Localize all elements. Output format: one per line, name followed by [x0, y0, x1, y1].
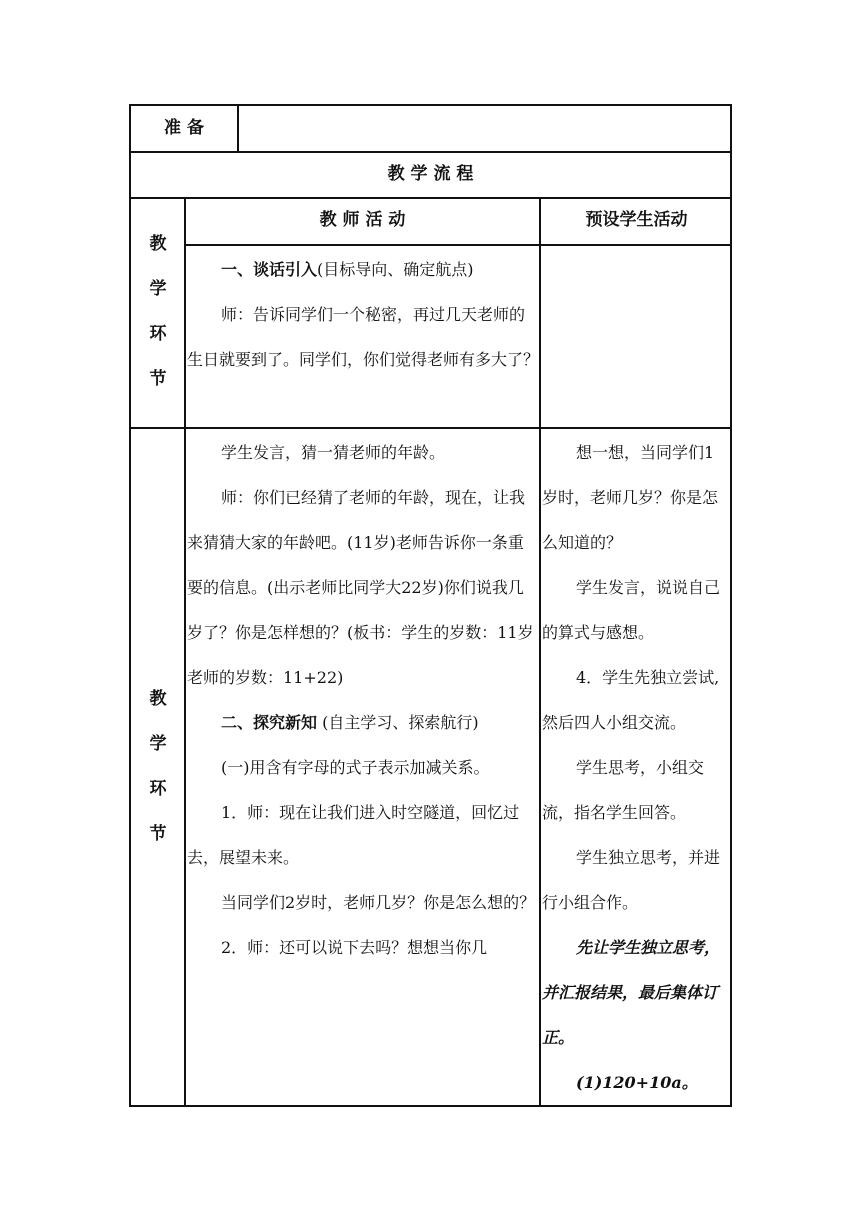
section-label-row2	[131, 677, 185, 857]
student-answer-paragraph: (1)120+10a。	[576, 1073, 698, 1092]
student-paragraph: 想一想，当同学们1岁时，老师几岁？你是怎么知道的？	[542, 443, 719, 552]
rule-student-column	[539, 197, 541, 1107]
student-emphasis-paragraph: 先让学生独立思考，并汇报结果，最后集体订正。	[542, 938, 721, 1047]
rule-below-col-headers	[184, 244, 732, 246]
row2-teacher-text	[187, 430, 539, 970]
teacher-paragraph: 1．师：现在让我们进入时空隧道，回忆过去，展望未来。	[187, 803, 520, 867]
teacher-paragraph: 2．师：还可以说下去吗？想想当你几	[221, 938, 488, 957]
student-paragraph: 4．学生先独立尝试,然后四人小组交流。	[542, 668, 720, 732]
intro-heading-paragraph	[187, 247, 539, 292]
student-paragraph: 学生发言，说说自己的算式与感想。	[542, 578, 721, 642]
intro-heading: 一、谈话引入	[221, 260, 318, 279]
teacher-paragraph: (一)用含有字母的式子表示加减关系。	[221, 758, 490, 777]
intro-paragraph: 师：告诉同学们一个秘密，再过几天老师的生日就要到了。同学们，你们觉得老师有多大了？	[187, 305, 540, 369]
explore-heading-paragraph	[187, 700, 539, 745]
intro-heading-note: (目标导向、确定航点)	[317, 260, 474, 279]
flow-title: 教 学 流 程	[387, 164, 474, 184]
explore-heading: 二、探究新知	[221, 713, 318, 732]
teacher-paragraph: 学生发言，猜一猜老师的年龄。	[221, 443, 446, 462]
prep-label: 准 备	[164, 118, 204, 138]
teacher-paragraph: 当同学们2岁时，老师几岁？你是怎么想的？	[221, 893, 536, 912]
section-label-char: 环	[149, 324, 167, 344]
student-paragraph: 学生独立思考，并进行小组合作。	[542, 848, 721, 912]
section-label-char: 教	[149, 689, 167, 709]
student-activity-header: 预设学生活动	[585, 210, 688, 230]
explore-heading-note: (自主学习、探索航行)	[317, 713, 479, 732]
rule-between-rows	[129, 427, 732, 429]
rule-prep-divider	[237, 104, 239, 152]
teacher-activity-header: 教 师 活 动	[319, 210, 406, 230]
section-label-row1	[131, 222, 185, 402]
section-label-char: 节	[149, 824, 167, 844]
section-label-char: 节	[149, 369, 167, 389]
section-label-char: 学	[149, 279, 167, 299]
row2-student-text	[542, 430, 730, 1105]
section-label-char: 学	[149, 734, 167, 754]
section-label-char: 环	[149, 779, 167, 799]
teacher-paragraph: 师：你们已经猜了老师的年龄，现在，让我来猜猜大家的年龄吧。(11岁)老师告诉你一条重要的信息。(出示老师比同学大22岁)你们说我几岁了？你是怎样想的？(板书：学生的岁数：11岁 老师的岁数：11+22)	[187, 488, 534, 687]
student-paragraph: 学生思考，小组交流，指名学生回答。	[542, 758, 705, 822]
row1-teacher-text	[187, 247, 539, 382]
section-label-char: 教	[149, 234, 167, 254]
